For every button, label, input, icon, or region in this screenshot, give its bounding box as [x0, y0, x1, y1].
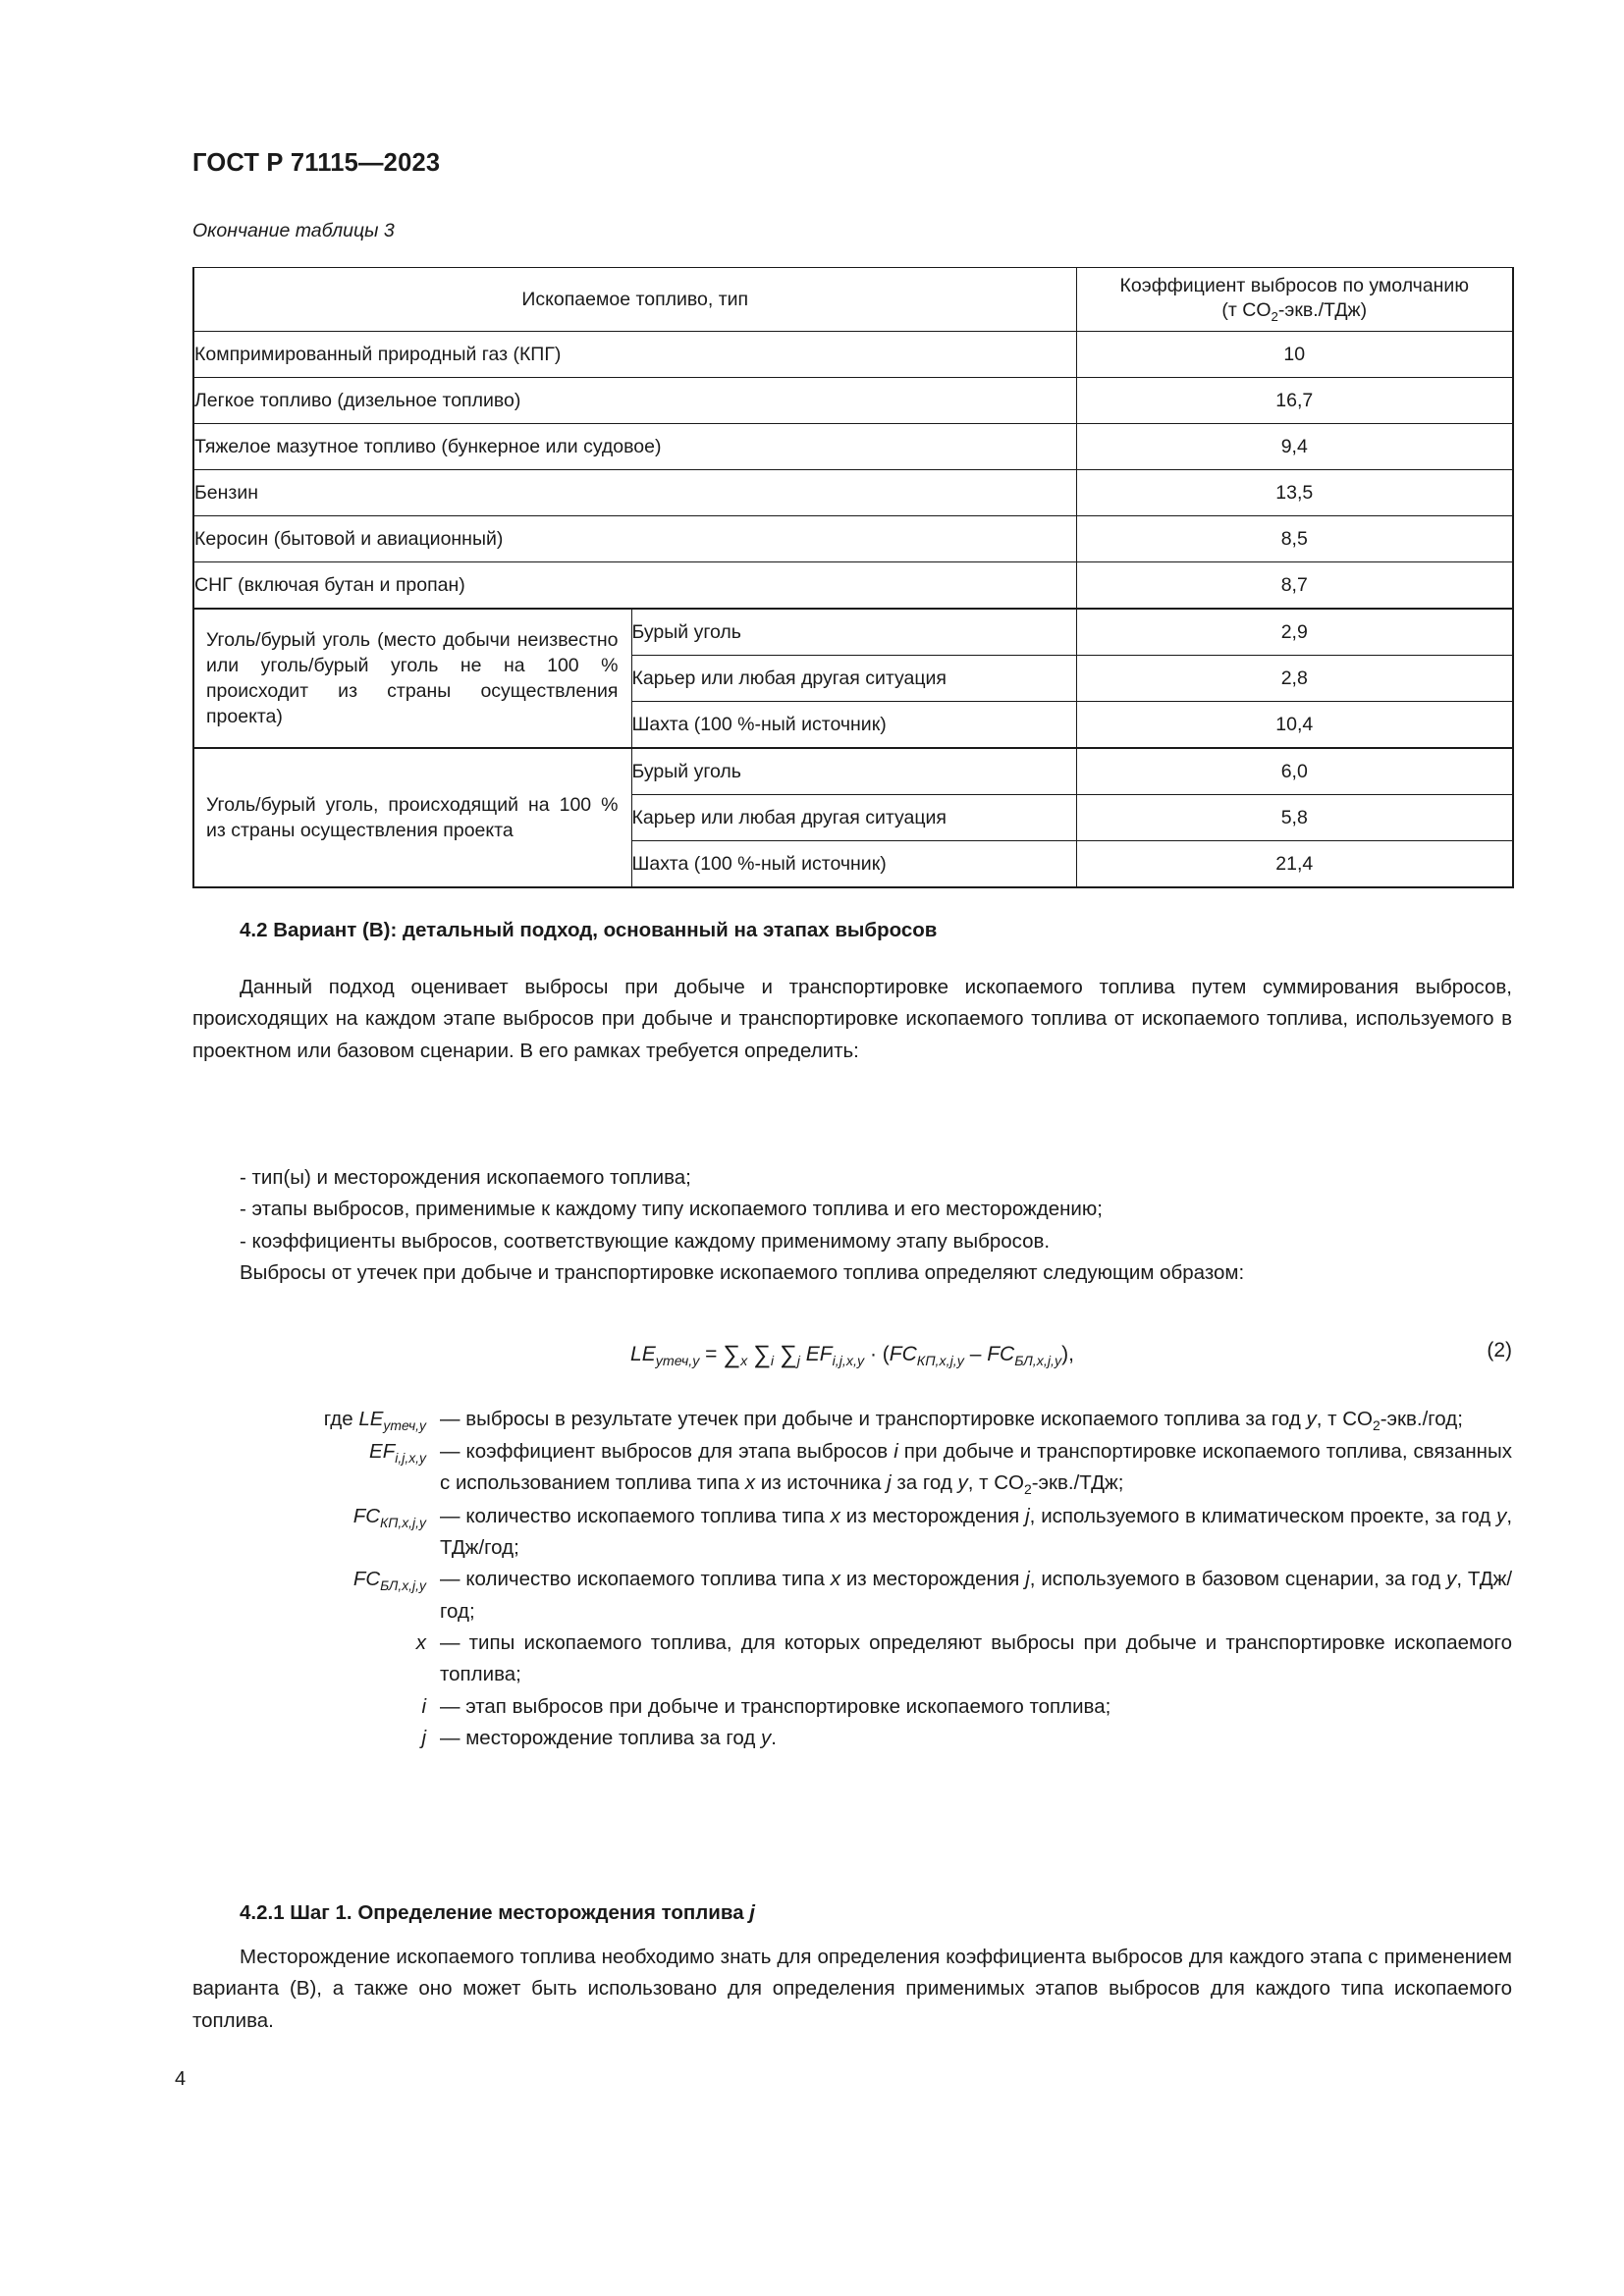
term-main: FC — [352, 1504, 381, 1527]
em-dash-icon: — — [440, 1408, 460, 1430]
fuel-value: 10,4 — [1076, 702, 1513, 749]
definition-variable: j — [887, 1471, 892, 1495]
sigma-j-subscript: j — [796, 1354, 800, 1370]
definition-text: из месторождения — [839, 1568, 1026, 1591]
fuel-value: 2,8 — [1076, 656, 1513, 702]
formula-ef-subscript: i,j,x,y — [832, 1354, 865, 1370]
fuel-value: 13,5 — [1076, 470, 1513, 516]
fuel-name: Компримированный природный газ (КПГ) — [193, 332, 1076, 378]
definition-row — [192, 1691, 1512, 1723]
definition-variable: j — [1025, 1504, 1030, 1527]
variable-definitions-list — [192, 1404, 1512, 1755]
definition-variable: y — [1496, 1504, 1507, 1527]
header-cell-fuel: Ископаемое топливо, тип — [193, 268, 1076, 332]
definition-text: месторождение топлива за год — [465, 1727, 761, 1750]
sigma-icon-j: ∑ — [779, 1341, 797, 1368]
sigma-x-subscript: x — [740, 1354, 748, 1370]
term-subscript: БЛ,x,j,y — [380, 1577, 426, 1594]
fuel-value: 21,4 — [1076, 841, 1513, 888]
sigma-i-subscript: i — [770, 1354, 775, 1370]
formula-lhs-subscript: утеч,y — [655, 1354, 700, 1370]
variable-definition — [436, 1404, 1512, 1436]
fuel-value: 5,8 — [1076, 795, 1513, 841]
term-main: FC — [352, 1568, 381, 1591]
variable-term — [192, 1436, 436, 1468]
fuel-subtype-name: Карьер или любая другая ситуация — [631, 795, 1076, 841]
definition-text: из месторождения — [839, 1504, 1026, 1527]
term-main: x — [415, 1631, 426, 1655]
section-4-2-1-body-paragraph: Месторождение ископаемого топлива необходимо знать для определения коэффициента выбросов для каждого этапа с применением варианта (В), а также оно может быть использовано для определения применимых этапов выбросов для каждого типа ископаемого топлива. — [192, 1946, 1512, 2032]
requirements-bullet-list — [192, 1162, 1512, 1257]
sigma-icon-i: ∑ — [753, 1341, 771, 1368]
fuel-name: Керосин (бытовой и авиационный) — [193, 516, 1076, 562]
definition-row — [192, 1628, 1512, 1691]
section-heading-4-2-1 — [240, 1900, 755, 1927]
definition-text: -экв./ТДж; — [1031, 1471, 1124, 1495]
em-dash-icon: — — [440, 1568, 460, 1591]
table-caption: Окончание таблицы 3 — [192, 220, 395, 241]
variable-definition — [436, 1691, 1512, 1723]
variable-definition — [436, 1501, 1512, 1565]
formula-fc-kp-subscript: КП,x,j,y — [916, 1354, 964, 1370]
fuel-value: 8,5 — [1076, 516, 1513, 562]
header-factor-suffix: -экв./ТДж) — [1277, 298, 1368, 321]
definition-variable: x — [830, 1568, 840, 1591]
table-row — [193, 562, 1513, 610]
fuel-value: 16,7 — [1076, 378, 1513, 424]
term-subscript: КП,x,j,y — [380, 1514, 426, 1530]
em-dash-icon: — — [440, 1631, 460, 1655]
list-item: - коэффициенты выбросов, соответствующие каждому применимому этапу выбросов. — [240, 1229, 1051, 1253]
table-row — [193, 516, 1513, 562]
variable-term — [192, 1501, 436, 1533]
header-factor-prefix: (т CO — [1221, 298, 1272, 321]
standard-number-header: ГОСТ Р 71115—2023 — [192, 149, 441, 177]
formula-multiply: · ( — [864, 1343, 890, 1365]
header-factor-line1: Коэффициент выбросов по умолчанию — [1119, 274, 1469, 296]
definition-text: количество ископаемого топлива типа — [465, 1504, 831, 1527]
definition-row — [192, 1404, 1512, 1436]
formula-fc-kp: FC — [889, 1343, 917, 1365]
table-row — [193, 609, 1513, 656]
definition-text: , т CO — [1316, 1408, 1373, 1430]
fuel-value: 2,9 — [1076, 609, 1513, 656]
formula-2-expression — [192, 1339, 1512, 1369]
definition-row — [192, 1564, 1512, 1628]
term-subscript: i,j,x,y — [395, 1450, 426, 1467]
fuel-value: 6,0 — [1076, 748, 1513, 795]
formula-lead-in-paragraph: Выбросы от утечек при добыче и транспортировке ископаемого топлива определяют следующим образом: — [240, 1261, 1245, 1284]
emission-factors-table — [192, 267, 1514, 888]
definition-text: типы ископаемого топлива, для которых определяют выбросы при добыче и транспортировке ископаемого топлива; — [440, 1631, 1512, 1686]
definition-variable: y — [1306, 1408, 1317, 1430]
fuel-name: Легкое топливо (дизельное топливо) — [193, 378, 1076, 424]
definition-text: выбросы в результате утечек при добыче и транспортировке ископаемого топлива за год — [465, 1408, 1307, 1430]
definition-subscript: 2 — [1372, 1417, 1380, 1434]
definition-text: , т CO — [967, 1471, 1024, 1495]
definition-text: коэффициент выбросов для этапа выбросов — [465, 1440, 894, 1464]
heading-variable: j — [749, 1901, 755, 1924]
fuel-subtype-name: Бурый уголь — [631, 748, 1076, 795]
definition-text: , используемого в базовом сценарии, за год — [1029, 1568, 1447, 1591]
variable-definition — [436, 1723, 1512, 1754]
formula-fc-bl-subscript: БЛ,x,j,y — [1014, 1354, 1062, 1370]
definition-variable: y — [957, 1471, 968, 1495]
definition-subscript: 2 — [1023, 1481, 1032, 1498]
fuel-group-name: Уголь/бурый уголь (место добычи неизвестно или уголь/бурый уголь не на 100 % происходит из страны осуществления проекта) — [193, 609, 631, 748]
table-row — [193, 470, 1513, 516]
fuel-subtype-name: Шахта (100 %-ный источник) — [631, 841, 1076, 888]
formula-close-paren: ), — [1061, 1343, 1074, 1365]
list-item: - этапы выбросов, применимые к каждому типу ископаемого топлива и его месторождению; — [240, 1198, 1103, 1221]
heading-text: 4.2.1 Шаг 1. Определение месторождения топлива — [240, 1901, 750, 1924]
variable-definition — [436, 1628, 1512, 1691]
definition-variable: j — [1025, 1568, 1030, 1591]
fuel-name: Тяжелое мазутное топливо (бункерное или судовое) — [193, 424, 1076, 470]
formula-fc-bl: FC — [987, 1343, 1015, 1365]
variable-term — [192, 1404, 436, 1436]
definition-text: количество ископаемого топлива типа — [465, 1568, 831, 1591]
em-dash-icon: — — [440, 1504, 460, 1527]
table-row — [193, 748, 1513, 795]
fuel-value: 9,4 — [1076, 424, 1513, 470]
variable-term — [192, 1723, 436, 1754]
em-dash-icon: — — [440, 1694, 460, 1718]
fuel-subtype-name: Бурый уголь — [631, 609, 1076, 656]
definition-text: , ТДж/год; — [440, 1568, 1513, 1623]
table-row — [193, 378, 1513, 424]
variable-term — [192, 1564, 436, 1596]
definition-variable: i — [893, 1440, 898, 1464]
table-3-continued — [192, 267, 1512, 888]
fuel-name: Бензин — [193, 470, 1076, 516]
em-dash-icon: — — [440, 1440, 460, 1464]
fuel-value: 8,7 — [1076, 562, 1513, 610]
fuel-name: СНГ (включая бутан и пропан) — [193, 562, 1076, 610]
definition-text: , используемого в климатическом проекте, за год — [1029, 1504, 1497, 1527]
page-number: 4 — [175, 2068, 187, 2090]
term-main: EF — [369, 1440, 396, 1464]
definition-row — [192, 1436, 1512, 1500]
section-heading-4-2: 4.2 Вариант (В): детальный подход, основанный на этапах выбросов — [240, 919, 938, 941]
definition-text: из источника — [755, 1471, 888, 1495]
definition-text: за год — [891, 1471, 958, 1495]
definition-row — [192, 1501, 1512, 1565]
fuel-group-name: Уголь/бурый уголь, происходящий на 100 % из страны осуществления проекта — [193, 748, 631, 887]
section-4-2-intro-paragraph: Данный подход оценивает выбросы при добыче и транспортировке ископаемого топлива путем суммирования выбросов, происходящих на каждом этапе выбросов при добыче и транспортировке ископаемого топлива от ископаемого топлива, используемого в проектном или базовом сценарии. В его рамках требуется определить: — [192, 976, 1512, 1062]
definition-variable: y — [1446, 1568, 1457, 1591]
definition-text: , ТДж/год; — [440, 1504, 1513, 1559]
definition-variable: x — [830, 1504, 840, 1527]
variable-definition — [436, 1436, 1512, 1500]
header-factor-sub: 2 — [1271, 308, 1278, 324]
definition-text: этап выбросов при добыче и транспортировке ископаемого топлива; — [465, 1694, 1111, 1718]
variable-definition — [436, 1564, 1512, 1628]
formula-equals: = — [699, 1343, 724, 1365]
variable-term — [192, 1628, 436, 1659]
variable-term — [192, 1691, 436, 1723]
definition-row — [192, 1723, 1512, 1754]
fuel-subtype-name: Шахта (100 %-ный источник) — [631, 702, 1076, 749]
definition-variable: x — [744, 1471, 756, 1495]
list-item: - тип(ы) и месторождения ископаемого топлива; — [240, 1166, 691, 1189]
table-header-row — [193, 268, 1513, 332]
formula-minus: – — [963, 1343, 988, 1365]
definition-text: при добыче и транспортировке ископаемого топлива, связанных с использованием топлива типа — [440, 1440, 1512, 1495]
term-main: i — [421, 1694, 426, 1718]
definition-text: . — [771, 1727, 777, 1750]
formula-number: (2) — [1487, 1339, 1512, 1362]
sigma-icon-x: ∑ — [723, 1341, 741, 1368]
definition-text: -экв./год; — [1380, 1408, 1463, 1430]
em-dash-icon: — — [440, 1727, 460, 1750]
formula-lhs: LE — [630, 1343, 656, 1365]
table-row — [193, 332, 1513, 378]
fuel-value: 10 — [1076, 332, 1513, 378]
term-subscript: утеч,y — [383, 1417, 426, 1434]
formula-ef: EF — [805, 1343, 833, 1365]
term-main: LE — [358, 1408, 384, 1430]
term-main: j — [421, 1727, 426, 1750]
definition-variable: y — [761, 1727, 772, 1750]
where-prefix: где — [323, 1408, 353, 1430]
table-row — [193, 424, 1513, 470]
header-cell-factor — [1076, 268, 1513, 332]
fuel-subtype-name: Карьер или любая другая ситуация — [631, 656, 1076, 702]
